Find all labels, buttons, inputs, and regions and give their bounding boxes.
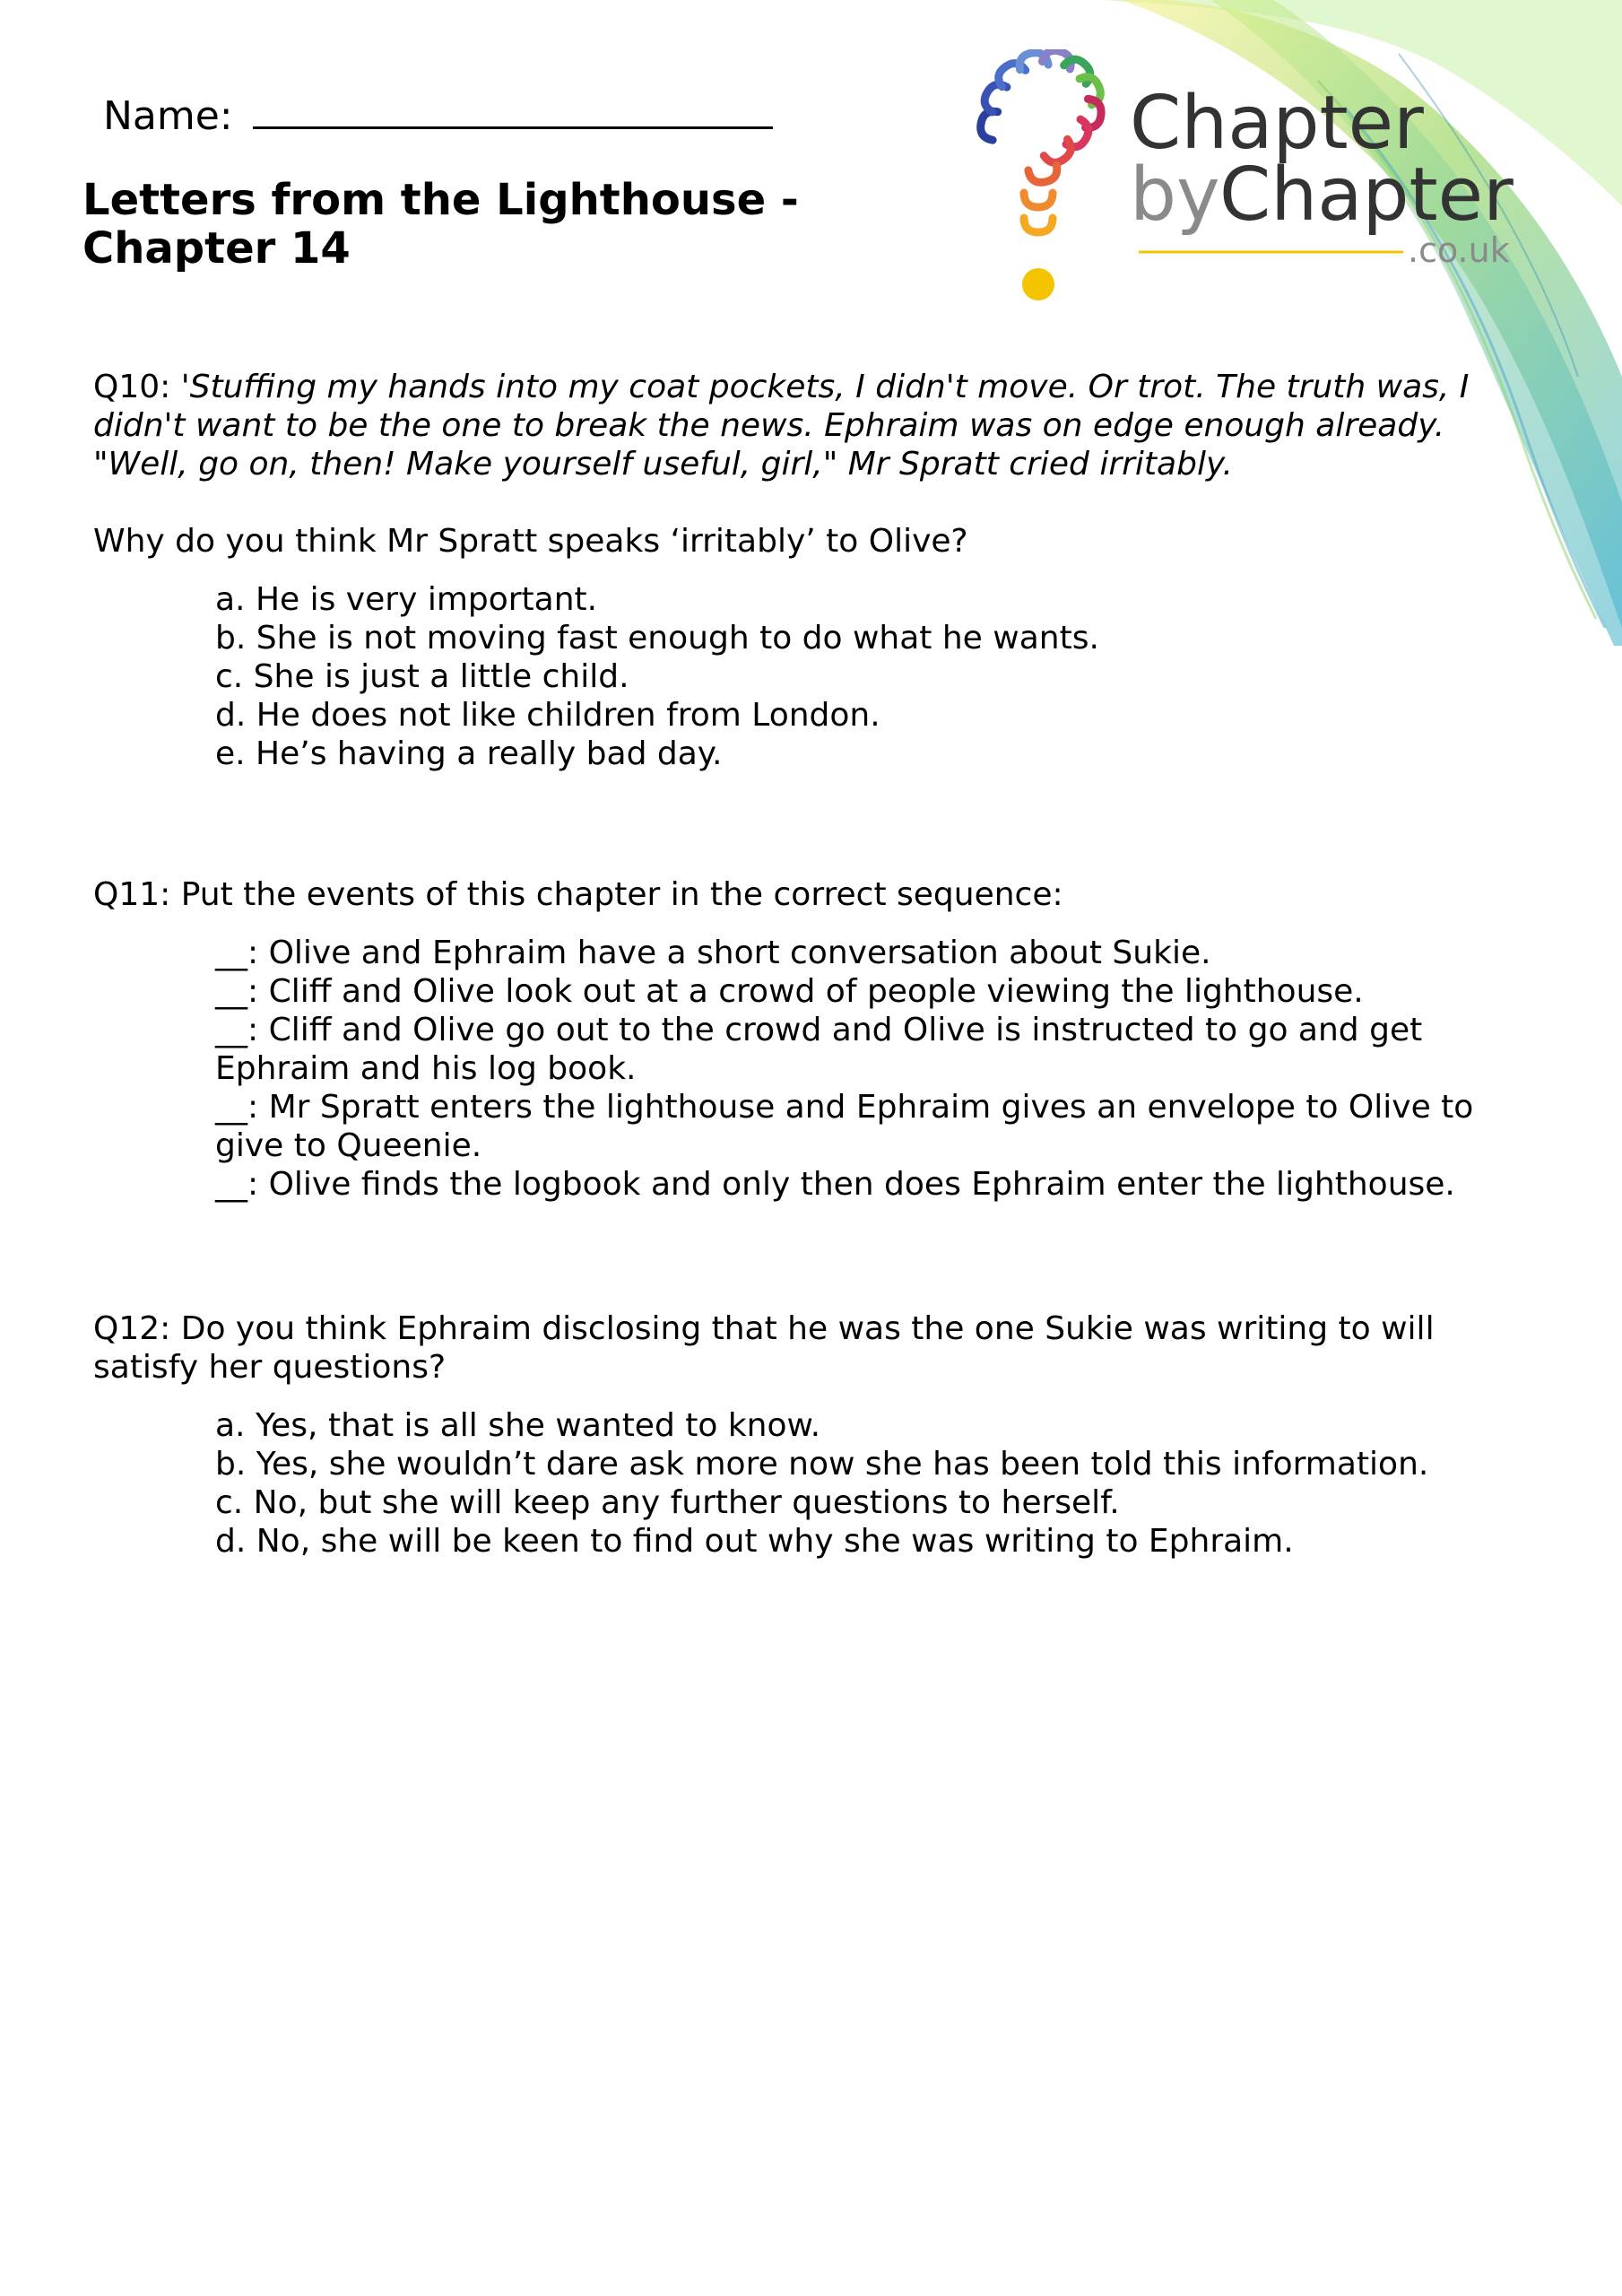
q11-event-2[interactable]: __: Cliff and Olive look out at a crowd of people viewing the lighthouse. xyxy=(215,973,1364,1010)
stacked-books-question-mark-icon xyxy=(978,49,1105,300)
question-10 xyxy=(93,368,1528,773)
q12-option-a[interactable]: a. Yes, that is all she wanted to know. xyxy=(215,1407,821,1444)
q10-question: Why do you think Mr Spratt speaks ‘irritably’ to Olive? xyxy=(93,523,968,560)
q12-option-b[interactable]: b. Yes, she wouldn’t dare ask more now she has been told this information. xyxy=(215,1446,1429,1483)
q10-option-a[interactable]: a. He is very important. xyxy=(215,581,598,618)
q11-event-5[interactable]: __: Olive finds the logbook and only then does Ephraim enter the lighthouse. xyxy=(215,1166,1455,1203)
q10-option-c[interactable]: c. She is just a little child. xyxy=(215,658,629,695)
q10-options xyxy=(93,580,1528,773)
q11-event-4[interactable]: __: Mr Spratt enters the lighthouse and Ephraim gives an envelope to Olive to give to Queenie. xyxy=(215,1089,1474,1164)
q11-event-3[interactable]: __: Cliff and Olive go out to the crowd and Olive is instructed to go and get Ephraim and his log book. xyxy=(215,1012,1423,1087)
q12-option-c[interactable]: c. No, but she will keep any further questions to herself. xyxy=(215,1484,1120,1521)
logo-word-chapter: Chapter xyxy=(1130,81,1424,166)
q10-quote: 'Stuffing my hands into my coat pockets, I didn't move. Or trot. The truth was, I didn't want to be the one to break the news. Ephraim was on edge enough already. "Well, go on, then! Make yourself useful, girl," Mr Spratt cried irritably. xyxy=(93,369,1470,483)
logo-word-chapter-2: Chapter xyxy=(1219,152,1514,238)
name-field xyxy=(103,90,773,144)
chapter-by-chapter-logo xyxy=(959,49,1533,318)
q10-option-e[interactable]: e. He’s having a really bad day. xyxy=(215,735,723,772)
q10-option-d[interactable]: d. He does not like children from London. xyxy=(215,697,880,734)
name-label: Name: xyxy=(103,93,233,139)
name-blank-line[interactable] xyxy=(253,126,773,129)
q11-prompt: Q11: Put the events of this chapter in the correct sequence: xyxy=(93,876,1063,913)
page-title: Letters from the Lighthouse - Chapter 14 xyxy=(82,175,799,274)
logo-word-by: by xyxy=(1130,152,1220,238)
q11-event-1[interactable]: __: Olive and Ephraim have a short conversation about Sukie. xyxy=(215,935,1211,971)
q12-prompt: Q12: Do you think Ephraim disclosing that he was the one Sukie was writing to will satisfy her questions? xyxy=(93,1310,1435,1386)
q12-options xyxy=(93,1406,1528,1561)
q12-option-d[interactable]: d. No, she will be keen to find out why she was writing to Ephraim. xyxy=(215,1523,1294,1560)
q10-option-b[interactable]: b. She is not moving fast enough to do what he wants. xyxy=(215,620,1099,657)
question-11 xyxy=(93,875,1528,1204)
q11-events xyxy=(93,934,1528,1204)
logo-domain: .co.uk xyxy=(1408,230,1510,270)
q10-label: Q10: xyxy=(93,369,171,405)
q10-passage xyxy=(93,368,1528,483)
question-12 xyxy=(93,1309,1528,1561)
